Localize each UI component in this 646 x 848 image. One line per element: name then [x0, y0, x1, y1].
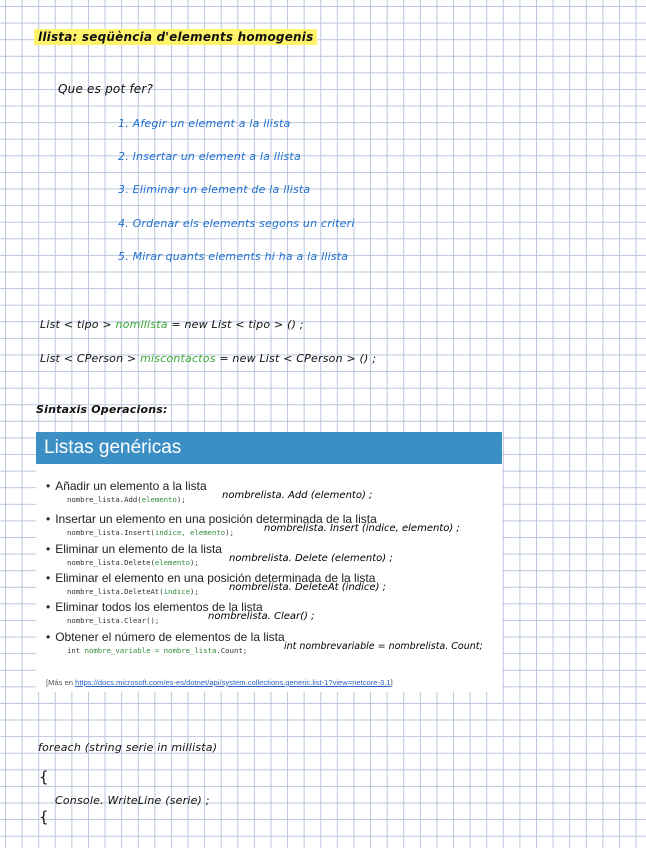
slide-item-code: [67, 646, 247, 655]
slide-listas-genericas: [36, 432, 502, 692]
code-method: nombre_lista.Insert(: [67, 528, 155, 537]
code-method: int: [67, 646, 85, 655]
handwritten-note: nombrelista. Clear() ;: [208, 611, 315, 622]
code-param: elemento: [154, 558, 191, 567]
reference-prefix: [Más en: [46, 678, 76, 687]
slide-item-text: • Insertar un elemento en una posición determinada de la lista: [46, 512, 377, 526]
code-part: = new List < tipo > () ;: [167, 318, 304, 331]
code-param: elemento: [141, 495, 177, 504]
code-end: );: [190, 558, 199, 567]
handwritten-note: nombrelista. DeleteAt (indice) ;: [229, 582, 387, 593]
slide-item-code: [67, 587, 199, 596]
slide-item-code: [67, 495, 186, 504]
close-brace: {: [39, 808, 49, 826]
code-part: List < CPerson >: [40, 352, 141, 365]
code-part: List < tipo >: [40, 318, 116, 331]
slide-item-text: • Eliminar el elemento en una posición determinada de la lista: [46, 571, 375, 585]
code-end: );: [176, 495, 186, 504]
code-part: = new List < CPerson > () ;: [215, 352, 377, 365]
page-title: llista: seqüència d'elements homogenis: [34, 29, 317, 45]
code-variable-name: miscontactos: [140, 352, 216, 365]
slide-item-text: • Eliminar todos los elementos de la lista: [46, 600, 263, 614]
code-end: .Count;: [216, 646, 248, 655]
reference-note: [46, 678, 393, 687]
sintaxis-heading: Sintaxis Operacions:: [36, 403, 168, 416]
slide-item-text: • Obtener el número de elementos de la lista: [46, 630, 285, 644]
code-end: );: [225, 528, 234, 537]
handwritten-note: int nombrevariable = nombrelista. Count;: [284, 641, 483, 652]
foreach-line: foreach (string serie in millista): [38, 741, 218, 754]
step-4: 4. Ordenar els elements segons un criteri: [118, 217, 355, 230]
handwritten-note: nombrelista. Insert (indice, elemento) ;: [264, 523, 460, 534]
code-param: nombre_variable = nombre_lista: [84, 646, 217, 655]
step-1: 1. Afegir un element a la llista: [118, 117, 291, 130]
slide-item-code: [67, 558, 199, 567]
slide-title: Listas genéricas: [36, 432, 502, 464]
handwritten-note: nombrelista. Delete (elemento) ;: [229, 553, 393, 564]
code-declaration-cperson: [40, 352, 376, 365]
step-3: 3. Eliminar un element de la llista: [118, 183, 311, 196]
question-heading: Que es pot fer?: [58, 82, 154, 96]
code-end: );: [190, 587, 199, 596]
slide-item-code: [67, 616, 159, 625]
slide-item-text: • Añadir un elemento a la lista: [46, 479, 207, 493]
step-5: 5. Mirar quants elements hi ha a la llista: [118, 250, 349, 263]
step-2: 2. Insertar un element a la llista: [118, 150, 301, 163]
code-param: indice, elemento: [154, 528, 226, 537]
reference-suffix: ]: [390, 678, 393, 687]
code-declaration-generic: [40, 318, 304, 331]
code-method: nombre_lista.Delete(: [67, 558, 155, 567]
open-brace: {: [39, 768, 49, 786]
code-method: nombre_lista.DeleteAt(: [67, 587, 164, 596]
code-method: nombre_lista.Add(: [67, 495, 142, 504]
slide-item-code: [67, 528, 234, 537]
console-line: Console. WriteLine (serie) ;: [55, 794, 210, 807]
slide-item-text: • Eliminar un elemento de la lista: [46, 542, 222, 556]
handwritten-note: nombrelista. Add (elemento) ;: [222, 490, 373, 501]
code-param: indice: [163, 587, 191, 596]
code-method: nombre_lista.Clear();: [67, 616, 160, 625]
code-variable-name: nomllista: [115, 318, 168, 331]
reference-link[interactable]: https://docs.microsoft.com/es-es/dotnet/api/system.collections.generic.list-1?view=netcore-3.1: [75, 678, 391, 687]
